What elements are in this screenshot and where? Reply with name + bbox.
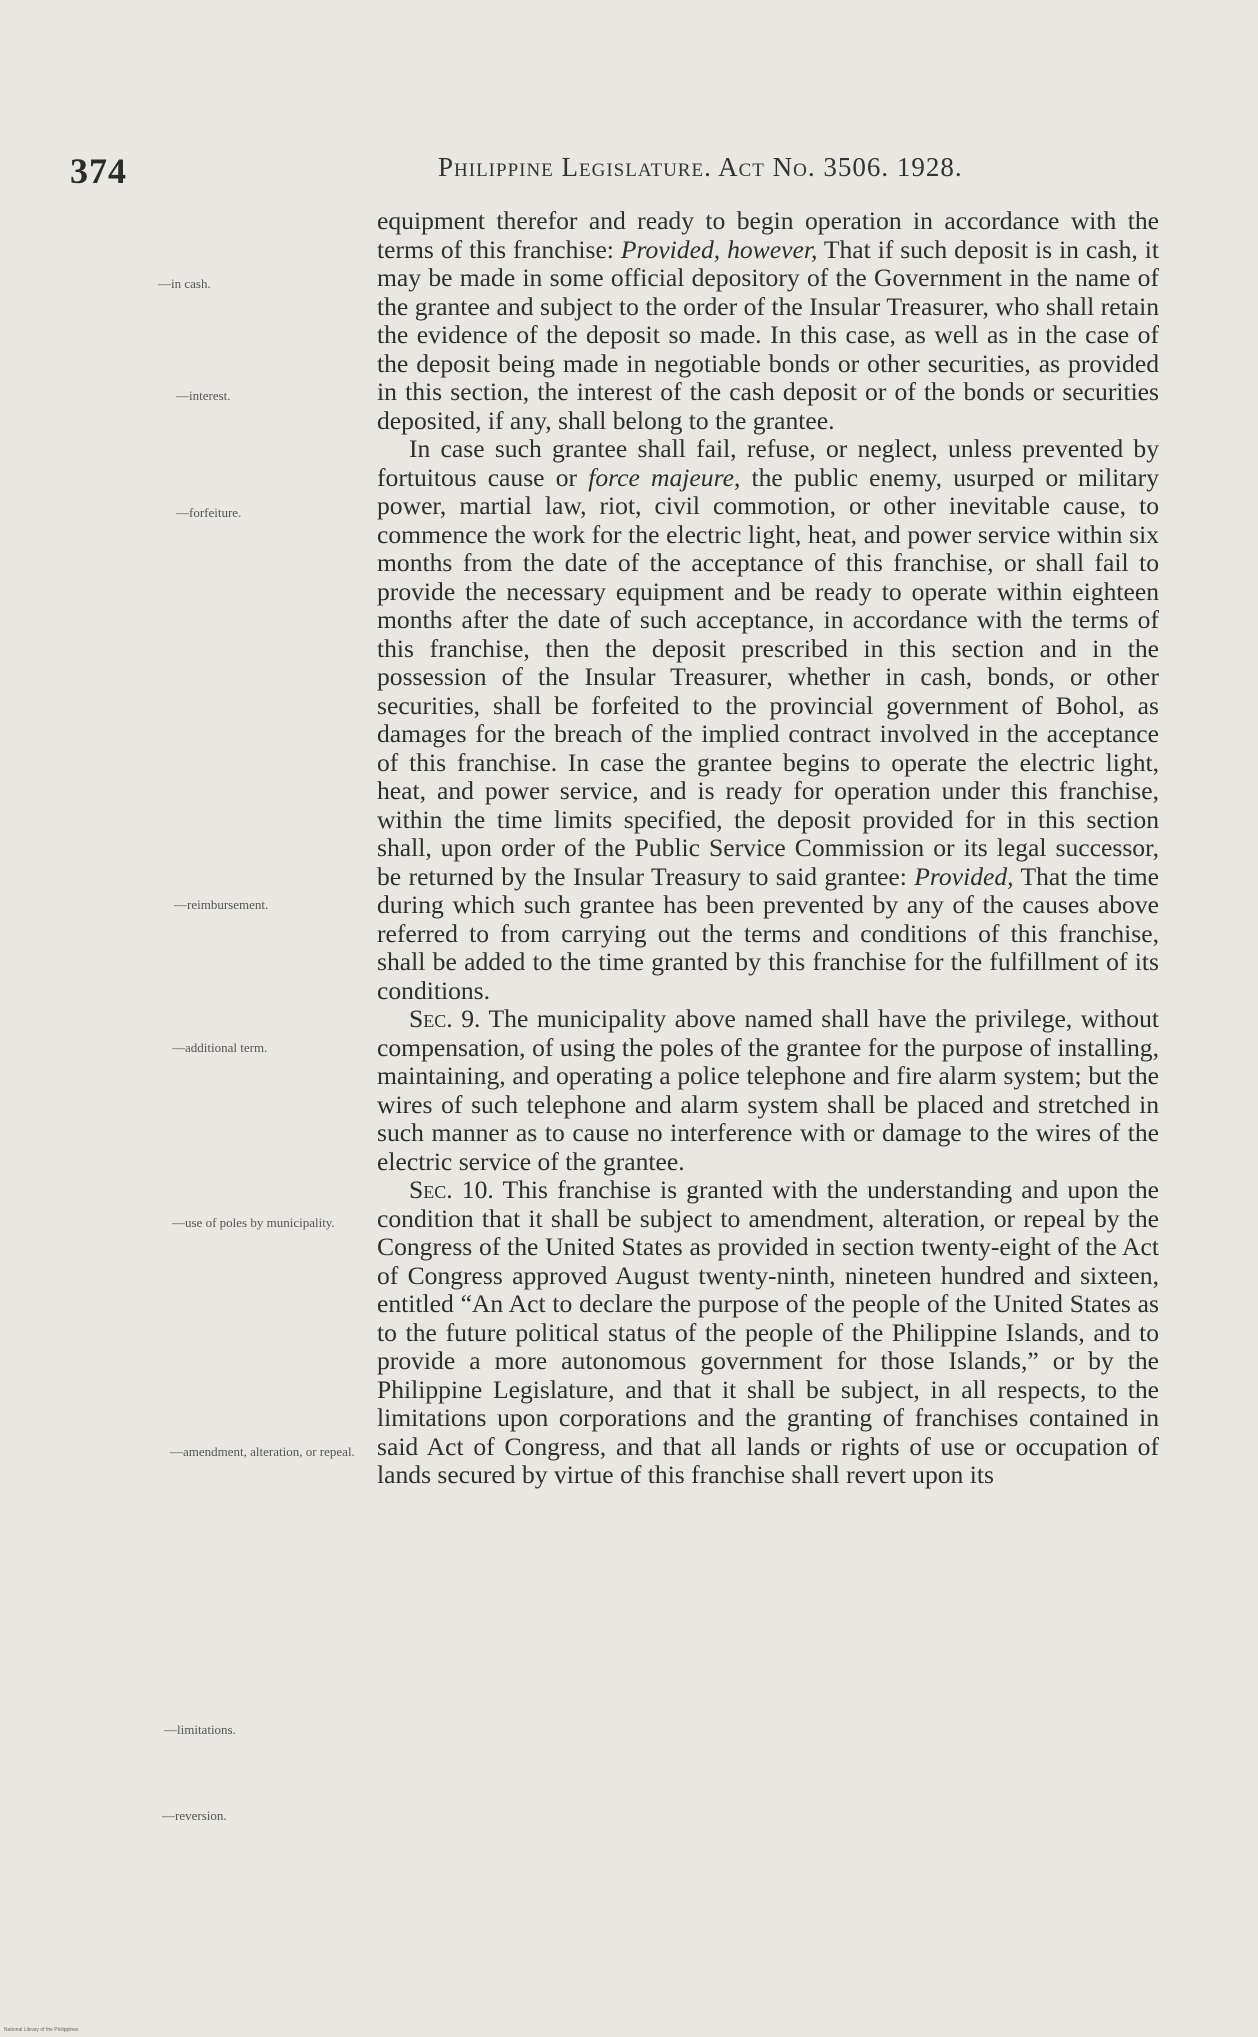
margin-note-interest: —interest. xyxy=(176,388,231,403)
section-9-label: Sec. 9. xyxy=(409,1004,481,1033)
margin-note-use-of-poles: —use of poles by municipality. xyxy=(172,1215,335,1230)
margin-note-reversion: —reversion. xyxy=(162,1808,227,1823)
margin-note-in-cash: —in cash. xyxy=(158,276,211,291)
body-text xyxy=(377,207,1159,1490)
margin-note-forfeiture: —forfeiture. xyxy=(176,505,242,520)
paragraph-deposit-continued: equipment therefor and ready to begin operation in accordance with the terms of this franchise: Provided, however, That if such deposit is in cash, it may be made in some official depository of the Government in the name of the grantee and subject to the order of the Insular Treasurer, who shall retain the evidence of the deposit so made. In this case, as well as in the case of the deposit being made in negotiable bonds or other securities, as provided in this section, the interest of the cash deposit or of the bonds or securities deposited, if any, shall belong to the grantee. xyxy=(377,206,1159,435)
margin-note-amendment: —amendment, alteration, or repeal. xyxy=(170,1444,355,1459)
running-head: Philippine Legislature. Act No. 3506. 1928. xyxy=(438,152,963,182)
margin-note-limitations: —limitations. xyxy=(164,1722,236,1737)
paragraph-section-10: Sec. 10. This franchise is granted with the understanding and upon the condition that it shall be subject to amendment, alteration, or repeal by the Congress of the United States as provided in section twenty-eight of the Act of Congress approved August twenty-ninth, nineteen hundred and sixteen, entitled “An Act to declare the purpose of the people of the United States as to the future political status of the people of the Philippine Islands, and to provide a more autonomous government for those Islands,” or by the Philippine Legislature, and that it shall be subject, in all respects, to the limitations upon corporations and the granting of franchises contained in said Act of Congress, and that all lands or rights of use or occupation of lands secured by virtue of this franchise shall revert upon its xyxy=(377,1175,1159,1489)
margin-note-reimbursement: —reimbursement. xyxy=(174,897,269,912)
section-10-label: Sec. 10. xyxy=(409,1175,494,1204)
paragraph-section-9: Sec. 9. The municipality above named shall have the privilege, without compensation, of using the poles of the grantee for the purpose of installing, maintaining, and operating a police telephone and fire alarm system; but the wires of such telephone and alarm system shall be placed and stretched in such manner as to cause no interference with or damage to the wires of the electric service of the grantee. xyxy=(377,1004,1159,1176)
paragraph-forfeiture: In case such grantee shall fail, refuse, or neglect, unless prevented by fortuitous cause or force majeure, the public enemy, usurped or military power, martial law, riot, civil commotion, or other inevitable cause, to commence the work for the electric light, heat, and power service within six months from the date of the acceptance of this franchise, or shall fail to provide the necessary equipment and be ready to operate within eighteen months after the date of such acceptance, in accordance with the terms of this franchise, then the deposit prescribed in this section and in the possession of the Insular Treasurer, whether in cash, bonds, or other securities, shall be forfeited to the provincial government of Bohol, as damages for the breach of the implied contract involved in the acceptance of this franchise. In case the grantee begins to operate the electric light, heat, and power service, and is ready for operation under this franchise, within the time limits specified, the deposit provided for in this section shall, upon order of the Public Service Commission or its legal successor, be returned by the Insular Treasury to said grantee: Provided, That the time during which such grantee has been prevented by any of the causes above referred to from carrying out the terms and conditions of this franchise, shall be added to the time granted by this franchise for the fulfillment of its conditions. xyxy=(377,434,1159,1005)
page-number: 374 xyxy=(70,151,127,191)
margin-note-additional-term: —additional term. xyxy=(172,1040,268,1055)
footer-credit: National Library of the Philippines xyxy=(4,2027,79,2033)
